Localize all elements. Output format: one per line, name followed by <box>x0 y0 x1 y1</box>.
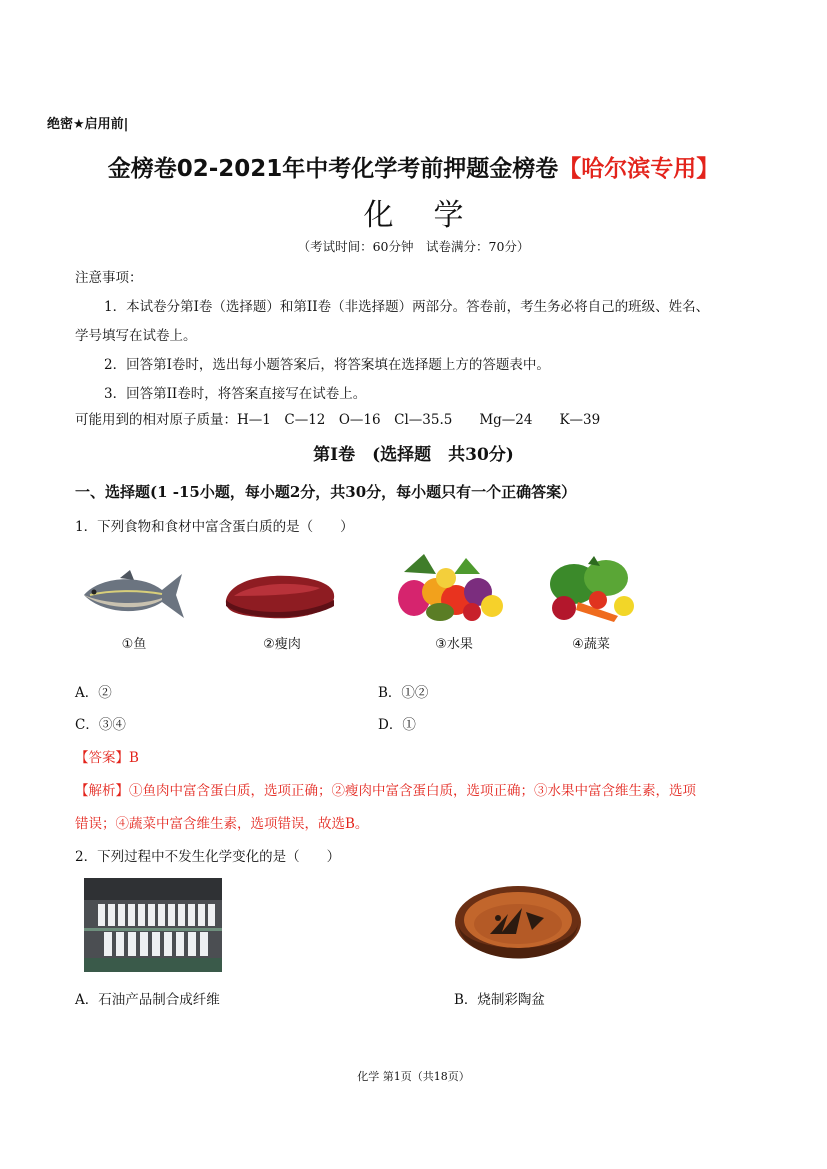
note-1: 1．本试卷分第I卷（选择题）和第II卷（非选择题）两部分。答卷前，考生务必将自己的班级、姓名、 <box>104 299 710 315</box>
note-1-cont: 学号填写在试卷上。 <box>75 328 197 344</box>
part-title: 一、选择题(1 -15小题，每小题2分，共30分，每小题只有一个正确答案） <box>75 483 577 501</box>
pottery-basin-image <box>452 878 584 974</box>
q1-option-b: B．①② <box>378 685 429 701</box>
atomic-masses: 可能用到的相对原子质量：H—1 C—12 O—16 Cl—35.5 Mg—24 K—39 <box>75 412 601 428</box>
q2-option-a: A．石油产品制合成纤维 <box>75 992 220 1008</box>
exam-title <box>0 150 827 183</box>
q1-answer: 【答案】B <box>75 750 139 766</box>
question-2-stem: 2．下列过程中不发生化学变化的是（ ） <box>75 849 341 865</box>
note-3: 3．回答第II卷时，将答案直接写在试卷上。 <box>104 386 367 402</box>
fish-image <box>80 568 188 622</box>
vegetable-image <box>548 556 634 624</box>
exam-title-main: 金榜卷02-2021年中考化学考前押题金榜卷 <box>107 156 559 182</box>
question-1-stem: 1．下列食物和食材中富含蛋白质的是（ ） <box>75 519 354 535</box>
notes-heading: 注意事项： <box>75 270 143 286</box>
caption-fish: ①鱼 <box>121 637 147 652</box>
caption-meat: ②瘦肉 <box>263 637 301 652</box>
note-2: 2．回答第I卷时，选出每小题答案后，将答案填在选择题上方的答题表中。 <box>104 357 550 373</box>
q1-analysis-cont: 错误；④蔬菜中富含维生素，选项错误，故选B。 <box>75 816 369 832</box>
q1-option-c: C．③④ <box>75 717 126 733</box>
caption-fruit: ③水果 <box>435 637 473 652</box>
meat-image <box>220 570 340 622</box>
exam-title-region: 【哈尔滨专用】 <box>558 156 720 182</box>
fruit-image <box>394 552 506 622</box>
q1-option-d: D．① <box>378 717 416 733</box>
q2-option-b: B．烧制彩陶盆 <box>454 992 545 1008</box>
exam-meta: （考试时间：60分钟 试卷满分：70分） <box>297 239 530 254</box>
q1-analysis: 【解析】①鱼肉中富含蛋白质，选项正确；②瘦肉中富含蛋白质，选项正确；③水果中富含维生素，选项 <box>75 783 696 799</box>
caption-vegetable: ④蔬菜 <box>572 637 610 652</box>
confidential-label: 绝密★启用前| <box>47 117 129 132</box>
textile-factory-image <box>84 878 222 972</box>
q1-option-a: A．② <box>75 685 112 701</box>
subject-title: 化学 <box>363 198 504 233</box>
section-title: 第Ⅰ卷 (选择题 共30分) <box>313 445 514 465</box>
page-footer: 化学 第1页（共18页） <box>357 1070 470 1083</box>
